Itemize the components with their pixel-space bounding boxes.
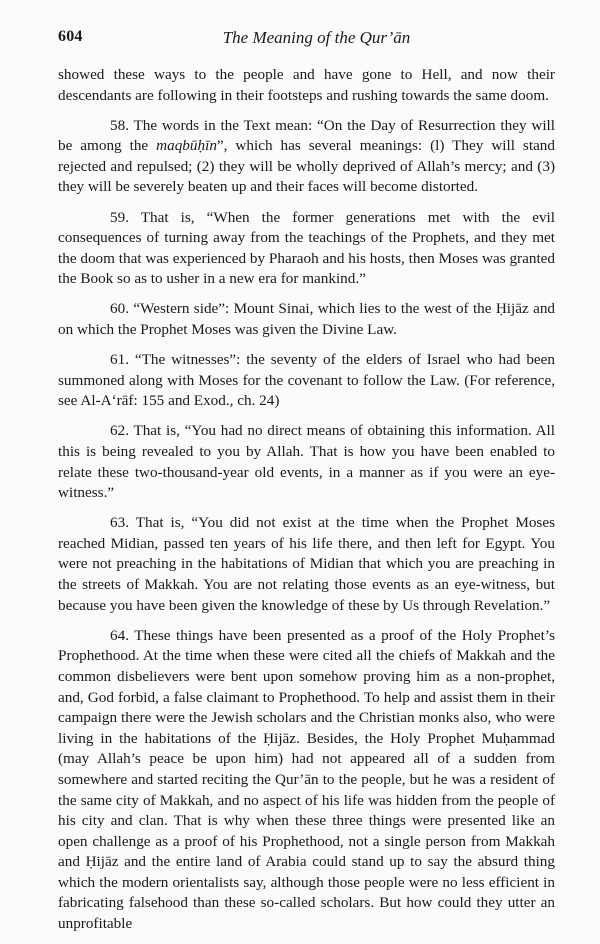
continuation-paragraph: showed these ways to the people and have gone to Hell, and now their descendants are following in their footsteps and rushing towards the same doom. bbox=[58, 66, 555, 104]
note-60 bbox=[58, 299, 555, 340]
note-text: That is, “You had no direct means of obtaining this information. All this is being revealed to you by Allah. That is how you have been enabled to relate these two-thousand-year old events, in a manner as if you were an eye-witness.” bbox=[58, 422, 555, 502]
note-text: The words in the Text mean: “On the Day of Resurrection they will be among the bbox=[58, 116, 555, 155]
page-header bbox=[58, 26, 555, 50]
note-number: 62. bbox=[110, 422, 129, 440]
note-text: ”, which has several meanings: (l) They will stand rejected and repulsed; (2) they will be wholly deprived of Allah’s mercy; and (3) they will be severely beaten up and their faces will become distorted. bbox=[58, 137, 555, 196]
page-number: 604 bbox=[58, 28, 83, 45]
note-62 bbox=[58, 421, 555, 503]
note-emphasis: maqbūḥīn bbox=[156, 137, 217, 155]
note-59 bbox=[58, 208, 555, 290]
note-number: 60. bbox=[110, 300, 129, 318]
note-number: 58. bbox=[110, 116, 129, 134]
page-body bbox=[58, 65, 555, 944]
note-text: “The witnesses”: the seventy of the elders of Israel who had been summoned along with Moses for the covenant to follow the Law. (For reference, see Al-A‘rāf: 155 and Exod., ch. 24) bbox=[58, 351, 556, 410]
note-63 bbox=[58, 513, 555, 616]
note-58 bbox=[58, 116, 555, 198]
note-number: 61. bbox=[110, 351, 129, 369]
note-61 bbox=[58, 350, 555, 412]
note-text: That is, “You did not exist at the time when the Prophet Moses reached Midian, passed ten years of his life there, and then left for Egypt. You were not preaching in the habitations of Midian that which you are preaching in the streets of Makkah. You are not relating those events as an eye-witness, but because you have been given the knowledge of these by Us through Revelation.” bbox=[58, 514, 555, 614]
note-number: 59. bbox=[110, 208, 129, 226]
note-text: These things have been presented as a proof of the Holy Prophet’s Prophethood. At the time when these were cited all the chiefs of Makkah and the common disbelievers were bent upon somehow proving him as a non-prophet, and, God forbid, a false claimant to Prophethood. To help and assist them in their campaign there were the Jewish scholars and the Christian monks also, who were living in the habitations of the Ḥijāz. Besides, the Holy Prophet Muḥammad (may Allah’s peace be upon him) had not appeared all of a sudden from somewhere and started reciting the Qur’ān to the people, but he was a resident of the same city of Makkah, and no aspect of his life was hidden from the people of his city and clan. That is why when these three things were presented like an open challenge as a proof of his Prophethood, not a single person from Makkah and Ḥijāz and the entire land of Arabia could stand up to say the absurd thing which the modern orientalists say, although those people were no less efficient in fabricating falsehood than these so-called scholars. But how could they utter an unprofitable bbox=[58, 626, 556, 933]
note-number: 64. bbox=[110, 626, 129, 644]
note-number: 63. bbox=[110, 514, 129, 532]
note-text: That is, “When the former generations met with the evil consequences of turning away from the teachings of the Prophets, and they met the doom that was experienced by Pharaoh and his hosts, then Moses was granted the Book so as to usher in a new era for mankind.” bbox=[58, 208, 555, 288]
running-title: The Meaning of the Qur’ān bbox=[222, 28, 411, 47]
note-text: “Western side”: Mount Sinai, which lies to the west of the Ḥijāz and on which the Prophet Moses was given the Divine Law. bbox=[58, 300, 556, 339]
note-64 bbox=[58, 626, 555, 935]
